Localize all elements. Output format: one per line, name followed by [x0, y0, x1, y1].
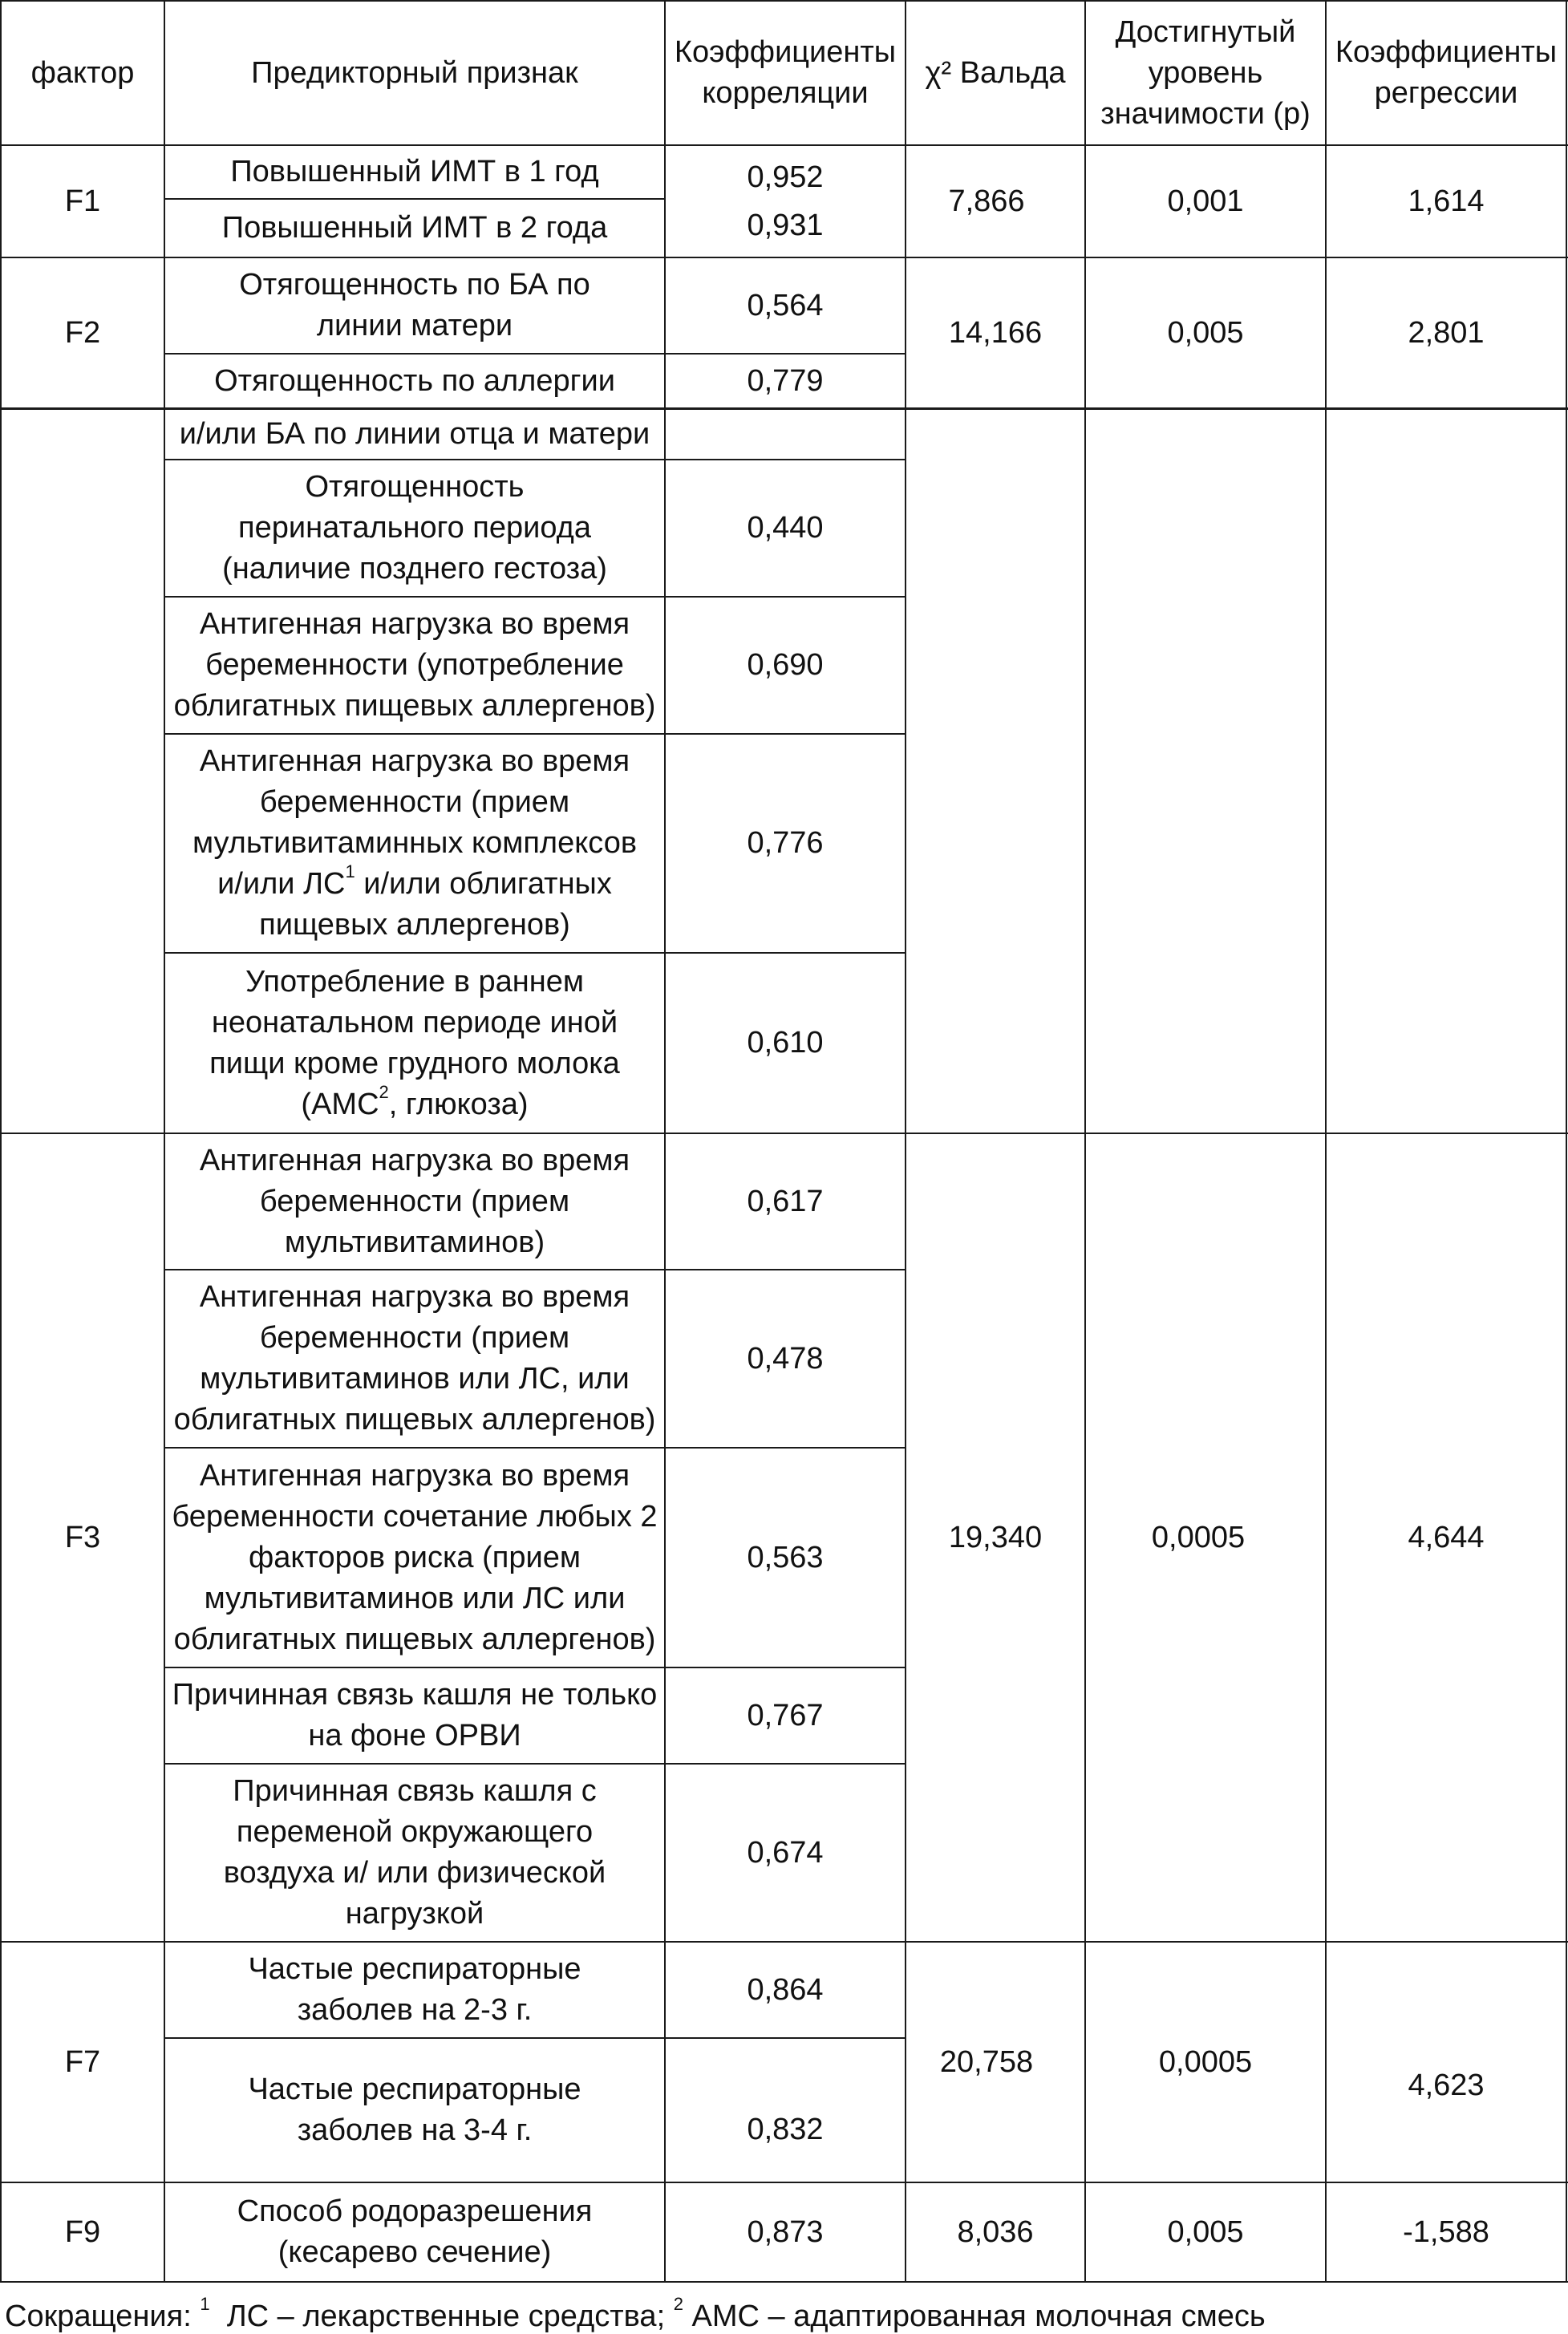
wald-cell: 7,866 [948, 184, 1025, 218]
predictor-cell: Отягощенность по аллергии [214, 363, 615, 398]
regression-cell: 4,644 [1408, 1520, 1485, 1554]
predictor-cell: Отягощенность по БА по линии матери [239, 268, 590, 342]
wald-cell: 14,166 [948, 315, 1043, 350]
regression-cell: 4,623 [1408, 2068, 1485, 2102]
header-significance: Достигнутый уровень значимости (р) [1100, 14, 1311, 131]
correlation-cell: 0,952 [747, 160, 824, 194]
correlation-cell: 0,779 [747, 363, 824, 398]
correlation-cell: 0,563 [747, 1540, 824, 1574]
regression-cell: 2,801 [1408, 315, 1485, 350]
factor-label: F3 [64, 1520, 101, 1554]
correlation-cell: 0,617 [747, 1184, 824, 1218]
footnote-marker: 2 [673, 2294, 683, 2315]
correlation-cell: 0,767 [747, 1698, 824, 1732]
correlation-cell: 0,864 [747, 1972, 824, 2007]
predictor-cell: и/или БА по линии отца и матери [179, 417, 650, 451]
predictor-cell: Отягощенность перинатального периода (наличие позднего гестоза) [222, 470, 607, 586]
significance-cell: 0,001 [1167, 184, 1244, 218]
regression-cell: 1,614 [1408, 184, 1485, 218]
wald-cell: 8,036 [957, 2214, 1034, 2249]
significance-cell: 0,0005 [1158, 2044, 1253, 2079]
footnote-marker: 1 [200, 2294, 210, 2315]
predictor-text: Употребление в раннем неонатальном периоде иной пищи кроме грудного молока (АМС$^2$, глюкоза) [209, 964, 620, 1121]
correlation-cell: 0,832 [747, 2112, 824, 2146]
predictor-cell [165, 954, 664, 1133]
header-correlation: Коэффициенты корреляции [674, 35, 897, 110]
correlation-cell: 0,610 [747, 1026, 824, 1060]
significance-cell: 0,005 [1167, 2214, 1244, 2249]
predictor-text: Антигенная нагрузка во время беременности (прием мультивитаминных комплексов и/или $ЛС^1$ и/или облигатных пищевых аллергенов) [192, 744, 638, 942]
predictor-cell [165, 735, 664, 952]
table-border-bottom [0, 2281, 1568, 2283]
predictor-cell: Причинная связь кашля не только на фоне ОРВИ [172, 1678, 658, 1753]
factor-label: F7 [64, 2044, 101, 2079]
footnote-marker: 2 [379, 1081, 389, 1102]
predictor-cell: Повышенный ИМТ в 2 года [221, 211, 608, 245]
col-divider [1566, 409, 1567, 2283]
factor-label: F1 [64, 184, 101, 218]
predictor-cell: Способ родоразрешения (кесарево сечение) [237, 2194, 593, 2269]
correlation-cell: 0,478 [747, 1341, 824, 1376]
correlation-cell: 0,931 [747, 208, 824, 242]
factor-label: F2 [64, 315, 101, 350]
correlation-cell: 0,564 [747, 288, 824, 322]
predictor-cell: Частые респираторные заболев на 2-3 г. [248, 1952, 581, 2027]
header-factor: фактор [30, 55, 135, 90]
predictor-cell: Частые респираторные заболев на 3-4 г. [248, 2073, 581, 2147]
header-predictor: Предикторный признак [251, 55, 578, 90]
factor-label: F9 [64, 2214, 101, 2249]
significance-cell: 0,0005 [1151, 1520, 1246, 1554]
predictor-cell: Антигенная нагрузка во время беременности (прием мультивитаминов) [199, 1143, 630, 1259]
predictor-cell: Причинная связь кашля с переменой окружающего воздуха и/ или физической нагрузкой [223, 1774, 606, 1931]
predictor-cell: Антигенная нагрузка во время беременности (употребление облигатных пищевых аллергенов) [173, 607, 656, 723]
predictor-cell: Антигенная нагрузка во время беременности (прием мультивитаминов или ЛС, или облигатных пищевых аллергенов) [173, 1280, 656, 1436]
col-divider [1566, 0, 1567, 409]
correlation-cell: 0,873 [747, 2214, 824, 2249]
correlation-cell [666, 410, 905, 459]
correlation-cell: 0,440 [747, 511, 824, 545]
abbreviations-footnote: Сокращения: $^1$ ЛС – лекарственные средства; $^2$ АМС – адаптированная молочная смесь [5, 2294, 1266, 2333]
wald-cell: 19,340 [948, 1520, 1043, 1554]
wald-cell: 20,758 [939, 2044, 1034, 2079]
regression-cell: -1,588 [1403, 2214, 1489, 2249]
header-regression: Коэффициенты регрессии [1335, 35, 1558, 110]
correlation-cell: 0,674 [747, 1835, 824, 1870]
footnote-marker: 1 [345, 861, 355, 882]
significance-cell: 0,005 [1167, 315, 1244, 350]
predictor-cell: Повышенный ИМТ в 1 год [230, 155, 599, 188]
correlation-cell: 0,776 [747, 826, 824, 860]
predictor-cell: Антигенная нагрузка во время беременности сочетание любых 2 факторов риска (прием мультивитаминов или ЛС или облигатных пищевых аллергенов) [172, 1458, 658, 1656]
header-wald: χ² Вальда [925, 55, 1066, 90]
correlation-cell: 0,690 [747, 648, 824, 682]
